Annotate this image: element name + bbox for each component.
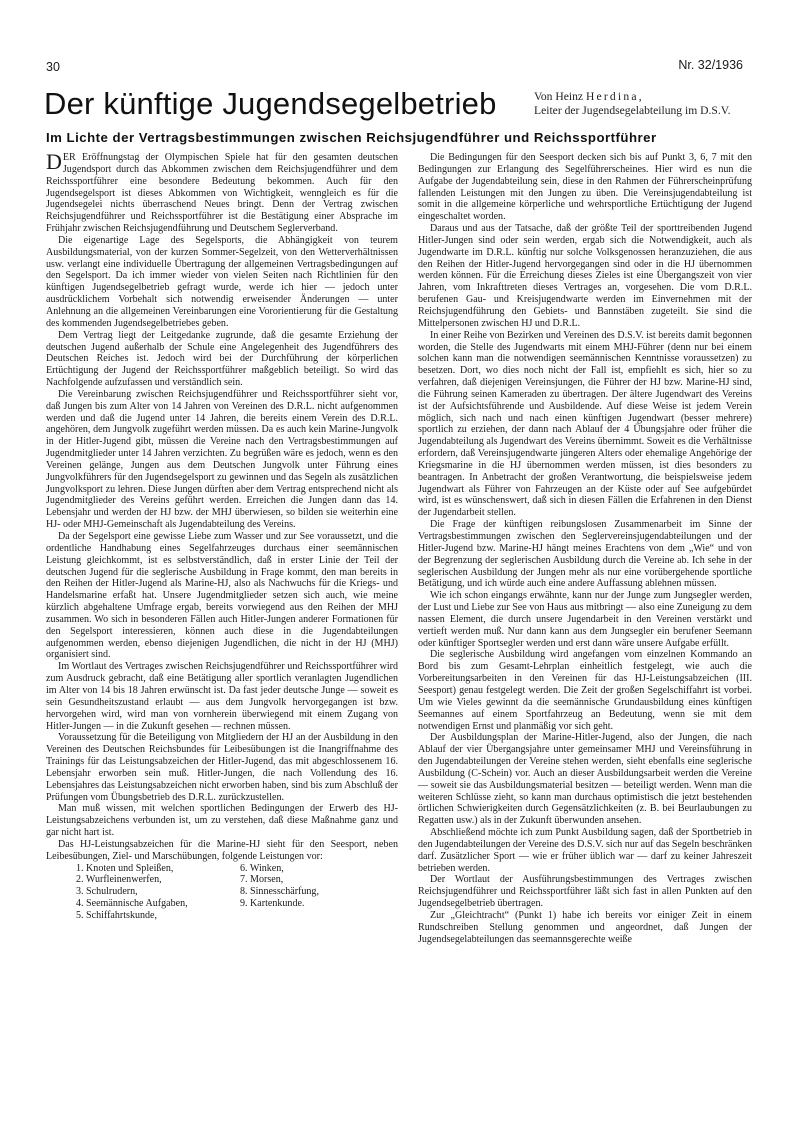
list-item: 5. Schiffahrtskunde,	[76, 910, 158, 921]
drop-initial: D	[46, 149, 62, 174]
paragraph: Daraus und aus der Tatsache, daß der größte Teil der sporttreibenden Jugend Hitler-Jungen sind oder sein werden, ergab sich die Notwendigkeit, auch als Jugendwarte im D.R.L. künftig nur solche Volksgenossen heranzuziehen, die aus den Reihen der Hitler-Jugend hervorgegangen sind oder in die HJ übernommen werden können. Für die Erreichung dieses Zieles ist eine Übergangszeit von vier Jahren, vom Inkrafttreten dieses Vertrages an, vorgesehen. Die vom D.R.L. berufenen Gau- und Kreisjugendwarte werden im Einvernehmen mit der Reichsjugendführung den Gebiets- und Bannstäben zugeteilt. Sie sind die Mittelpersonen zwischen HJ und D.R.L.	[418, 223, 752, 329]
author-block	[534, 90, 731, 118]
paragraph: Da der Segelsport eine gewisse Liebe zum Wasser und zur See voraussetzt, und die ordentliche Handhabung eines Segelfahrzeuges durchaus einer seemännischen Leistung gleichkommt, ist es selbstverständlich, daß in erster Linie der Teil der deutschen Jugend für die seglerische Ausbildung in Frage kommt, den man bereits in den Reihen der Hitler-Jugend als Marine-HJ, also als Nachwuchs für die Kriegs- und Handelsmarine erfaßt hat. Unsere Jugendmitglieder setzen sich auch, wie meine kürzlich abgehaltene Umfrage ergab, bereits vorwiegend aus den Reihen der MHJ zusammen. Wo sich in besonderen Fällen auch Hitler-Jungen anderer Formationen für den Segelsport interessieren, können auch diese in die Jugendabteilungen aufgenommen werden, ebenso diejenigen Jugendlichen, die nicht in der HJ (MHJ) organisiert sind.	[46, 531, 398, 661]
list-item: 9. Kartenkunde.	[240, 898, 305, 910]
right-column	[418, 152, 752, 946]
list-item: 7. Morsen,	[240, 874, 284, 886]
list-item: 6. Winken,	[240, 862, 284, 874]
paragraph: Die Bedingungen für den Seesport decken sich bis auf Punkt 3, 6, 7 mit den Bedingungen zur Erlangung des Segelführerscheines. Hier wird es nun die Aufgabe der Jugendabteilung sein, diese in den Rahmen der Führerscheinprüfung fallenden Leistungen mit den Jungen zu üben. Die Vereinsjugendabteilung ist somit in die allgemeine körperliche und wehrsportliche Ertüchtigung der Jugend eingeschaltet worden.	[418, 152, 752, 223]
paragraph: Voraussetzung für die Beteiligung von Mitgliedern der HJ an der Ausbildung in den Vereinen des Deutschen Reichsbundes für Leibesübungen ist die Inangriffnahme des Trainings für das Leistungsabzeichen der Hitler-Jugend, das mit abgeschlossenem 16. Lebensjahr erworben sein muß. Hitler-Jungen, die nach Vollendung des 16. Lebensjahres das Leistungsabzeichen nicht erworben haben, sind bis zum Abschluß der Prüfungen vom Übungsbetrieb des D.R.L. zurückzustellen.	[46, 732, 398, 803]
list-item: 1. Knoten und Spleißen,	[76, 862, 174, 874]
left-column	[46, 149, 398, 922]
paragraph: Die seglerische Ausbildung wird angefangen vom einzelnen Kommando an Bord bis zum Gesamt-Lehrplan einheitlich festgelegt, wie auch die Vorbereitungsarbeiten in den Vereinen für das HJ-Leistungsabzeichen (III. Seesport) genau festgelegt werden. Die Zeit der großen Segelschiffahrt ist vorbei. Um wie Vieles gewinnt da die seemännische Grundausbildung eines künftigen Seemannes auf einem Sportfahrzeug an Bedeutung, wenn sie mit dem notwendigen Ernst und planmäßig vor sich geht.	[418, 649, 752, 732]
paragraph: Die eigenartige Lage des Segelsports, die Abhängigkeit von teurem Ausbildungsmaterial, von der kurzen Sommer-Segelzeit, von den Wetterverhältnissen usw. verlangt eine individuelle Übertragung der allgemeinen Vertragsbedingungen auf den Segelsport. Da ich immer wieder von vielen Seiten nach Richtlinien für den künftigen Jugendsegelbetrieb gefragt wurde, werde ich hier — jedoch unter ausdrücklichem Vorbehalt sich notwendig erweisender Änderungen — unter Anlehnung an die allgemeinen Vereinbarungen eine Vororientierung für die Gestaltung des kommenden Jugendsegelbetriebes geben.	[46, 234, 398, 329]
paragraph: Zur „Gleichtracht“ (Punkt 1) habe ich bereits vor einiger Zeit in einem Rundschreiben Stellung genommen und angeordnet, daß Jungen der Jugendsegelabteilungen das seemannsgerechte weiße	[418, 910, 752, 945]
issue-number: Nr. 32/1936	[678, 58, 743, 72]
paragraph: Im Wortlaut des Vertrages zwischen Reichsjugendführer und Reichssportführer wird zum Ausdruck gebracht, daß eine Betätigung aller sportlich veranlagten Jugendlichen im Alter von 14 bis 18 Jahren erwünscht ist. Da fast jeder deutsche Junge — soweit es sein Gesundheitszustand erlaubt — aus dem Jungvolk hervorgegangen ist bzw. hervorgehen wird, wird man von vornherein überwiegend mit einem Zugang von Hitler-Jungen — in die Zukunft gesehen — rechnen müssen.	[46, 661, 398, 732]
author-role: Leiter der Jugendsegelabteilung im D.S.V.	[534, 104, 731, 117]
paragraph: Der Wortlaut der Ausführungsbestimmungen des Vertrages zwischen Reichsjugendführer und Reichssportführer läßt sich fast in allen Punkten auf den Jugendsegelbetrieb übertragen.	[418, 874, 752, 910]
list-item	[240, 910, 398, 922]
author-name: Herdina,	[585, 90, 644, 103]
list-item: 8. Sinnesschärfung,	[240, 886, 319, 898]
paragraph: Die Vereinbarung zwischen Reichsjugendführer und Reichssportführer sieht vor, daß Jungen bis zum Alter von 14 Jahren von Vereinen des D.R.L. nicht aufgenommen werden und daß die Jugend unter 14 Jahren, die bereits einem Verein des D.R.L. angehören, dem Jungvolk zugeführt werden müssen. Da es auch kein Marine-Jungvolk in der Hitler-Jugend gibt, müssen die Vereine nach den Vertragsbestimmungen auf Jugendmitglieder unter 14 Jahren verzichten. Zu begrüßen wäre es jedoch, wenn es den Vereinen gelänge, Jungen aus dem Deutschen Jungvolk unter Führung eines Jungvolkführers für den Jugendsegelsport zu gewinnen und das Segeln als zusätzlichen Jungvolksport zu lehren. Diese Jungen dürften aber dem Vertrag entsprechend nicht als Jugendmitglieder des Vereins geführt werden. Erreichen die Jungen dann das 14. Lebensjahr und werden der HJ bzw. der MHJ überwiesen, so bilden sie weiterhin eine HJ- oder MHJ-Gemeinschaft als Jugendabteilung des Vereins.	[46, 388, 398, 531]
list-item: 4. Seemännische Aufgaben,	[76, 898, 188, 910]
author-line	[534, 90, 731, 104]
paragraph: Der Ausbildungsplan der Marine-Hitler-Jugend, also der Jungen, die nach Ablauf der vier Übergangsjahre unter gemeinsamer MHJ und Vereinsführung in den Jugendabteilungen der Vereine stehen werden, sieht ebenfalls eine seglerische Ausbildung (C-Schein) vor. Auch an dieser Ausbildungsarbeit werden die Vereine — soweit sie das Ausbildungsmaterial besitzen — beteiligt werden. Wenn man die weiteren Schlüsse zieht, so kann man durchaus optimistisch die jetzt bestehenden örtlichen Schwierigkeiten durch Gegensätzlichkeiten (z. B. bei Beurlaubungen zu Regatten usw.) als in der Zukunft überwunden ansehen.	[418, 732, 752, 827]
page-number: 30	[46, 60, 60, 74]
paragraph: Dem Vertrag liegt der Leitgedanke zugrunde, daß die gesamte Erziehung der deutschen Jugend außerhalb der Schule eine Angelegenheit des Jugendführers des Deutschen Reiches ist. Jedoch wird bei der Durchführung der körperlichen Ertüchtigung der Jugend der Reichssportführer maßgeblich beteiligt. So wird das Nachfolgende aufzufassen und verständlich sein.	[46, 329, 398, 389]
paragraph: DER Eröffnungstag der Olympischen Spiele hat für den gesamten deutschen Jugendsport durch das Abkommen zwischen dem Reichsjugendführer und dem Reichssportführer eine besondere Bedeutung bekommen. Auch für den Jugendsegelsport ist dieses Abkommen von Wichtigkeit, wenngleich es für die Jugendsegelei nichts überraschend Neues bringt. Denn der Vertrag zwischen Reichsjugendführer und Reichssportführer ist die Bestätigung einer Absprache im Frühjahr zwischen Reichsjugendführung und Deutschem Seglerverband.	[46, 149, 398, 235]
paragraph: Man muß wissen, mit welchen sportlichen Bedingungen der Erwerb des HJ-Leistungsabzeichens verbunden ist, um zu verstehen, daß diese Maßnahme ganz und gar nicht hart ist.	[46, 803, 398, 839]
article-title: Der künftige Jugendsegelbetrieb	[44, 86, 497, 121]
paragraph: Abschließend möchte ich zum Punkt Ausbildung sagen, daß der Sportbetrieb in den Jugendabteilungen der Vereine des D.S.V. sich nur auf das Segeln beschränken darf. Zusätzlicher Sport — wie er früher üblich war — darf zu keiner Jahreszeit betrieben werden.	[418, 827, 752, 874]
paragraph: Wie ich schon eingangs erwähnte, kann nur der Junge zum Jungsegler werden, der Lust und Liebe zur See von Haus aus mitbringt — also eine Zuneigung zu dem nassen Element, die durch unsere Jugendarbeit in den Vereinen verstärkt und vertieft werden muß. Nur dann kann aus dem Jungsegler ein berufener Seemann oder künftiger Sportsegler werden und erst dann wäre unsere Aufgabe erfüllt.	[418, 590, 752, 649]
paragraph: Die Frage der künftigen reibungslosen Zusammenarbeit im Sinne der Vertragsbestimmungen zwischen den Seglervereinsjugendabteilungen und der Hitler-Jugend bzw. Marine-HJ hängt meines Erachtens von dem „Wie“ und von der Begrenzung der seglerischen Ausbildung durch die Vereine ab. Ich sehe in der seglerischen Ausbildung der Jungen mehr als nur eine vorübergehende sportliche Betätigung, und ich würde auch eine andere Auffassung ablehnen müssen.	[418, 519, 752, 590]
author-prefix: Von Heinz	[534, 90, 586, 103]
paragraph: In einer Reihe von Bezirken und Vereinen des D.S.V. ist bereits damit begonnen worden, die Stelle des Jugendwarts mit einem MHJ-Führer (denn nur bei einem solchen kann man die notwendigen seemännischen Kenntnisse voraussetzen) zu besetzen. Dort, wo dies noch nicht der Fall ist, empfiehlt es sich, hier so zu verfahren, daß diejenigen Vereinsjungen, die Führer der HJ bzw. Marine-HJ sind, die Führung seinen Kameraden zu übertragen. Der ältere Jugendwart des Vereins ist der Aufsichtsführende und Ausbildende. Auf diese Weise ist jedem Verein möglich, sich nach und nach einen künftigen Jugendwart (besser mehrere) sportlich zu erziehen, der dann nach Ablauf der 4 Übungsjahre oder früher die Jugendabteilung als Jugendwart des Vereins übernimmt. Soweit es die Verhältnisse erfordern, daß Vereinsjugendwarte jüngeren Alters oder ehemalige Angehörige der Kriegsmarine in die HJ übernommen werden müssen, ist dies besonders zu beantragen. In Anbetracht der großen Verantwortung, die beispielsweise jedem Jugendwart als Führer von Fahrzeugen an der Küste oder auf See aufgebürdet wird, ist es wünschenswert, daß sich in diesen Fällen die Erfahrenen in den Dienst der Jugendarbeit stellen.	[418, 329, 752, 519]
list-item: 2. Wurfleinenwerfen,	[76, 874, 162, 886]
paragraph: Das HJ-Leistungsabzeichen für die Marine-HJ sieht für den Seesport, neben Leibesübungen, Ziel- und Marschübungen, folgende Leistungen vor:	[46, 838, 398, 862]
article-subtitle: Im Lichte der Vertragsbestimmungen zwischen Reichsjugendführer und Reichssportführer	[46, 130, 657, 145]
requirements-list	[76, 863, 398, 922]
list-item: 3. Schulrudern,	[76, 886, 138, 898]
